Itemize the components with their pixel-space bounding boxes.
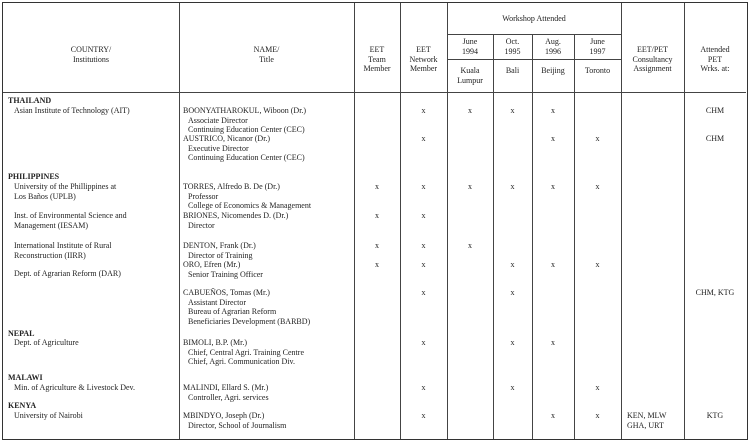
header-country bbox=[3, 45, 179, 64]
person-title: Professor bbox=[188, 191, 219, 201]
mark-w2: x bbox=[510, 260, 515, 269]
workshop-date bbox=[532, 37, 574, 56]
person-title: Associate Director bbox=[188, 115, 248, 125]
person-name: MALINDI, Ellard S. (Mr.) bbox=[183, 383, 269, 392]
mark-w2: x bbox=[510, 288, 515, 297]
mark-w3: x bbox=[551, 106, 555, 115]
divider bbox=[493, 34, 494, 439]
institution-line: International Institute of Rural bbox=[14, 241, 112, 250]
header-name bbox=[179, 45, 354, 64]
mark-w2: x bbox=[510, 383, 515, 392]
mark-w4: x bbox=[595, 182, 600, 191]
header-text: Member bbox=[363, 64, 391, 73]
person-title: Beneficiaries Development (BARBD) bbox=[188, 316, 311, 326]
workshop-date bbox=[493, 37, 532, 56]
person-entry bbox=[183, 106, 306, 135]
institution: Min. of Agriculture & Livestock Dev. bbox=[14, 383, 136, 392]
institution-line: Inst. of Environmental Science and bbox=[14, 211, 127, 220]
country-nepal: NEPAL bbox=[8, 329, 35, 338]
pet-workshop: CHM bbox=[705, 134, 725, 143]
person-title: Controller, Agri. services bbox=[188, 392, 269, 402]
mark-w1: x bbox=[468, 106, 472, 115]
mark-w3: x bbox=[551, 338, 555, 347]
header-text: EET bbox=[369, 45, 385, 54]
mark-w3: x bbox=[551, 260, 555, 269]
person-title: Bureau of Agrarian Reform bbox=[188, 307, 277, 316]
country-thailand: THAILAND bbox=[8, 96, 52, 105]
institution bbox=[14, 211, 127, 230]
person-title: College of Economics & Management bbox=[188, 201, 312, 210]
institution: Dept. of Agriculture bbox=[14, 338, 79, 347]
person-name: BOONYATHAROKUL, Wiboon (Dr.) bbox=[183, 106, 307, 115]
header-consultancy bbox=[621, 45, 684, 74]
country-malawi: MALAWI bbox=[8, 373, 43, 382]
mark-network: x bbox=[421, 338, 426, 347]
header-text: Oct. bbox=[505, 37, 520, 46]
institution-line: Management (IESAM) bbox=[14, 220, 88, 230]
person-title: Continuing Education Center (CEC) bbox=[188, 125, 305, 134]
person-title: Continuing Education Center (CEC) bbox=[188, 153, 305, 162]
person-entry bbox=[183, 288, 310, 326]
workshop-place: Toronto bbox=[584, 66, 611, 75]
person-entry bbox=[183, 211, 288, 230]
header-country-sub: Institutions bbox=[72, 54, 109, 64]
mark-w2: x bbox=[510, 182, 515, 191]
institution-line: Reconstruction (IIRR) bbox=[14, 250, 86, 260]
person-name: ORO, Efren (Mr.) bbox=[183, 260, 241, 269]
mark-network: x bbox=[421, 260, 426, 269]
person-name: CABUEÑOS, Tomas (Mr.) bbox=[183, 288, 270, 297]
mark-w3: x bbox=[551, 134, 555, 143]
header-text: Attended bbox=[700, 45, 730, 54]
person-entry bbox=[183, 241, 256, 260]
header-text: EET bbox=[416, 45, 431, 54]
mark-w3: x bbox=[551, 411, 555, 420]
workshop-place bbox=[447, 66, 493, 85]
header-text: Consultancy bbox=[632, 54, 673, 64]
divider bbox=[447, 34, 621, 35]
header-text: Kuala bbox=[460, 66, 480, 75]
person-entry bbox=[183, 260, 263, 279]
mark-network: x bbox=[421, 211, 426, 220]
header-text: June bbox=[462, 37, 478, 46]
institution bbox=[14, 241, 112, 260]
person-name: TORRES, Alfredo B. De (Dr.) bbox=[183, 182, 280, 191]
mark-w4: x bbox=[595, 260, 600, 269]
person-entry bbox=[183, 338, 304, 367]
mark-w4: x bbox=[595, 134, 600, 143]
divider bbox=[532, 34, 533, 439]
person-entry bbox=[183, 134, 305, 163]
header-text: Team bbox=[368, 54, 386, 64]
person-name: BIMOLI, B.P. (Mr.) bbox=[183, 338, 248, 347]
mark-network: x bbox=[421, 182, 426, 191]
header-text: Network bbox=[409, 54, 438, 64]
header-pet bbox=[684, 45, 746, 74]
mark-network: x bbox=[421, 383, 426, 392]
person-title: Director, School of Journalism bbox=[188, 420, 287, 430]
header-text: Assignment bbox=[633, 64, 672, 73]
header-text: Aug. bbox=[545, 37, 561, 46]
mark-w4: x bbox=[595, 383, 600, 392]
consultancy-assignment bbox=[627, 411, 666, 430]
divider bbox=[179, 3, 180, 439]
person-title: Assistant Director bbox=[188, 297, 246, 307]
participants-table bbox=[2, 2, 748, 440]
header-text: June bbox=[590, 37, 605, 46]
institution-line: Los Baños (UPLB) bbox=[14, 191, 76, 201]
mark-w3: x bbox=[551, 182, 555, 191]
header-text: 1997 bbox=[589, 46, 606, 56]
person-title: Director of Training bbox=[188, 250, 253, 260]
mark-network: x bbox=[421, 241, 426, 250]
mark-team: x bbox=[375, 182, 379, 191]
mark-w1: x bbox=[468, 241, 472, 250]
header-text: 1994 bbox=[462, 46, 478, 56]
institution: Asian Institute of Technology (AIT) bbox=[14, 106, 130, 115]
header-name-label: NAME/ bbox=[253, 45, 280, 54]
pet-workshop: CHM bbox=[705, 106, 725, 115]
header-text: PET bbox=[707, 54, 723, 64]
header-eet-network bbox=[400, 45, 447, 74]
consultancy-line: KEN, MLW bbox=[627, 411, 667, 420]
workshop-place: Beijing bbox=[541, 66, 565, 75]
pet-workshop: CHM, KTG bbox=[695, 288, 735, 297]
country-kenya: KENYA bbox=[8, 401, 37, 410]
workshop-date bbox=[574, 37, 621, 56]
person-entry bbox=[183, 411, 286, 430]
workshop-place: Bali bbox=[505, 66, 520, 75]
person-name: MBINDYO, Joseph (Dr.) bbox=[183, 411, 265, 420]
mark-w1: x bbox=[468, 182, 472, 191]
person-title: Chief, Agri. Communication Div. bbox=[188, 357, 296, 366]
header-name-sub: Title bbox=[259, 54, 274, 64]
header-text: Wrks. at: bbox=[700, 64, 730, 73]
mark-team: x bbox=[375, 211, 379, 220]
divider bbox=[3, 92, 746, 93]
mark-w2: x bbox=[510, 338, 515, 347]
header-country-label: COUNTRY/ bbox=[70, 45, 112, 54]
mark-network: x bbox=[421, 106, 426, 115]
mark-team: x bbox=[375, 260, 379, 269]
person-name: AUSTRICO, Nicanor (Dr.) bbox=[183, 134, 271, 143]
mark-w4: x bbox=[595, 411, 600, 420]
institution bbox=[14, 182, 116, 201]
person-entry bbox=[183, 182, 311, 211]
header-workshop: Workshop Attended bbox=[502, 14, 566, 23]
header-text: Member bbox=[409, 64, 438, 73]
header-text: Lumpur bbox=[457, 75, 483, 85]
mark-team: x bbox=[375, 241, 379, 250]
workshop-date bbox=[447, 37, 493, 56]
divider bbox=[447, 59, 621, 60]
institution: University of Nairobi bbox=[14, 411, 83, 420]
header-eet-team bbox=[354, 45, 400, 74]
person-name: DENTON, Frank (Dr.) bbox=[183, 241, 256, 250]
person-title: Chief, Central Agri. Training Centre bbox=[188, 347, 304, 357]
person-title: Senior Training Officer bbox=[188, 269, 263, 279]
header-text: 1995 bbox=[504, 46, 521, 56]
country-philippines: PHILIPPINES bbox=[8, 172, 60, 181]
person-title: Director bbox=[188, 220, 215, 230]
institution: Dept. of Agrarian Reform (DAR) bbox=[14, 269, 121, 278]
mark-network: x bbox=[421, 411, 426, 420]
consultancy-line: GHA, URT bbox=[627, 420, 664, 430]
mark-network: x bbox=[421, 134, 426, 143]
person-entry bbox=[183, 383, 269, 402]
header-text: EET/PET bbox=[636, 45, 669, 54]
person-title: Executive Director bbox=[188, 143, 249, 153]
person-name: BRIONES, Nicomendes D. (Dr.) bbox=[183, 211, 289, 220]
divider bbox=[574, 34, 575, 439]
pet-workshop: KTG bbox=[706, 411, 724, 420]
header-text: 1996 bbox=[545, 46, 561, 56]
mark-w2: x bbox=[510, 106, 515, 115]
institution-line: University of the Phillippines at bbox=[14, 182, 117, 191]
mark-network: x bbox=[421, 288, 426, 297]
